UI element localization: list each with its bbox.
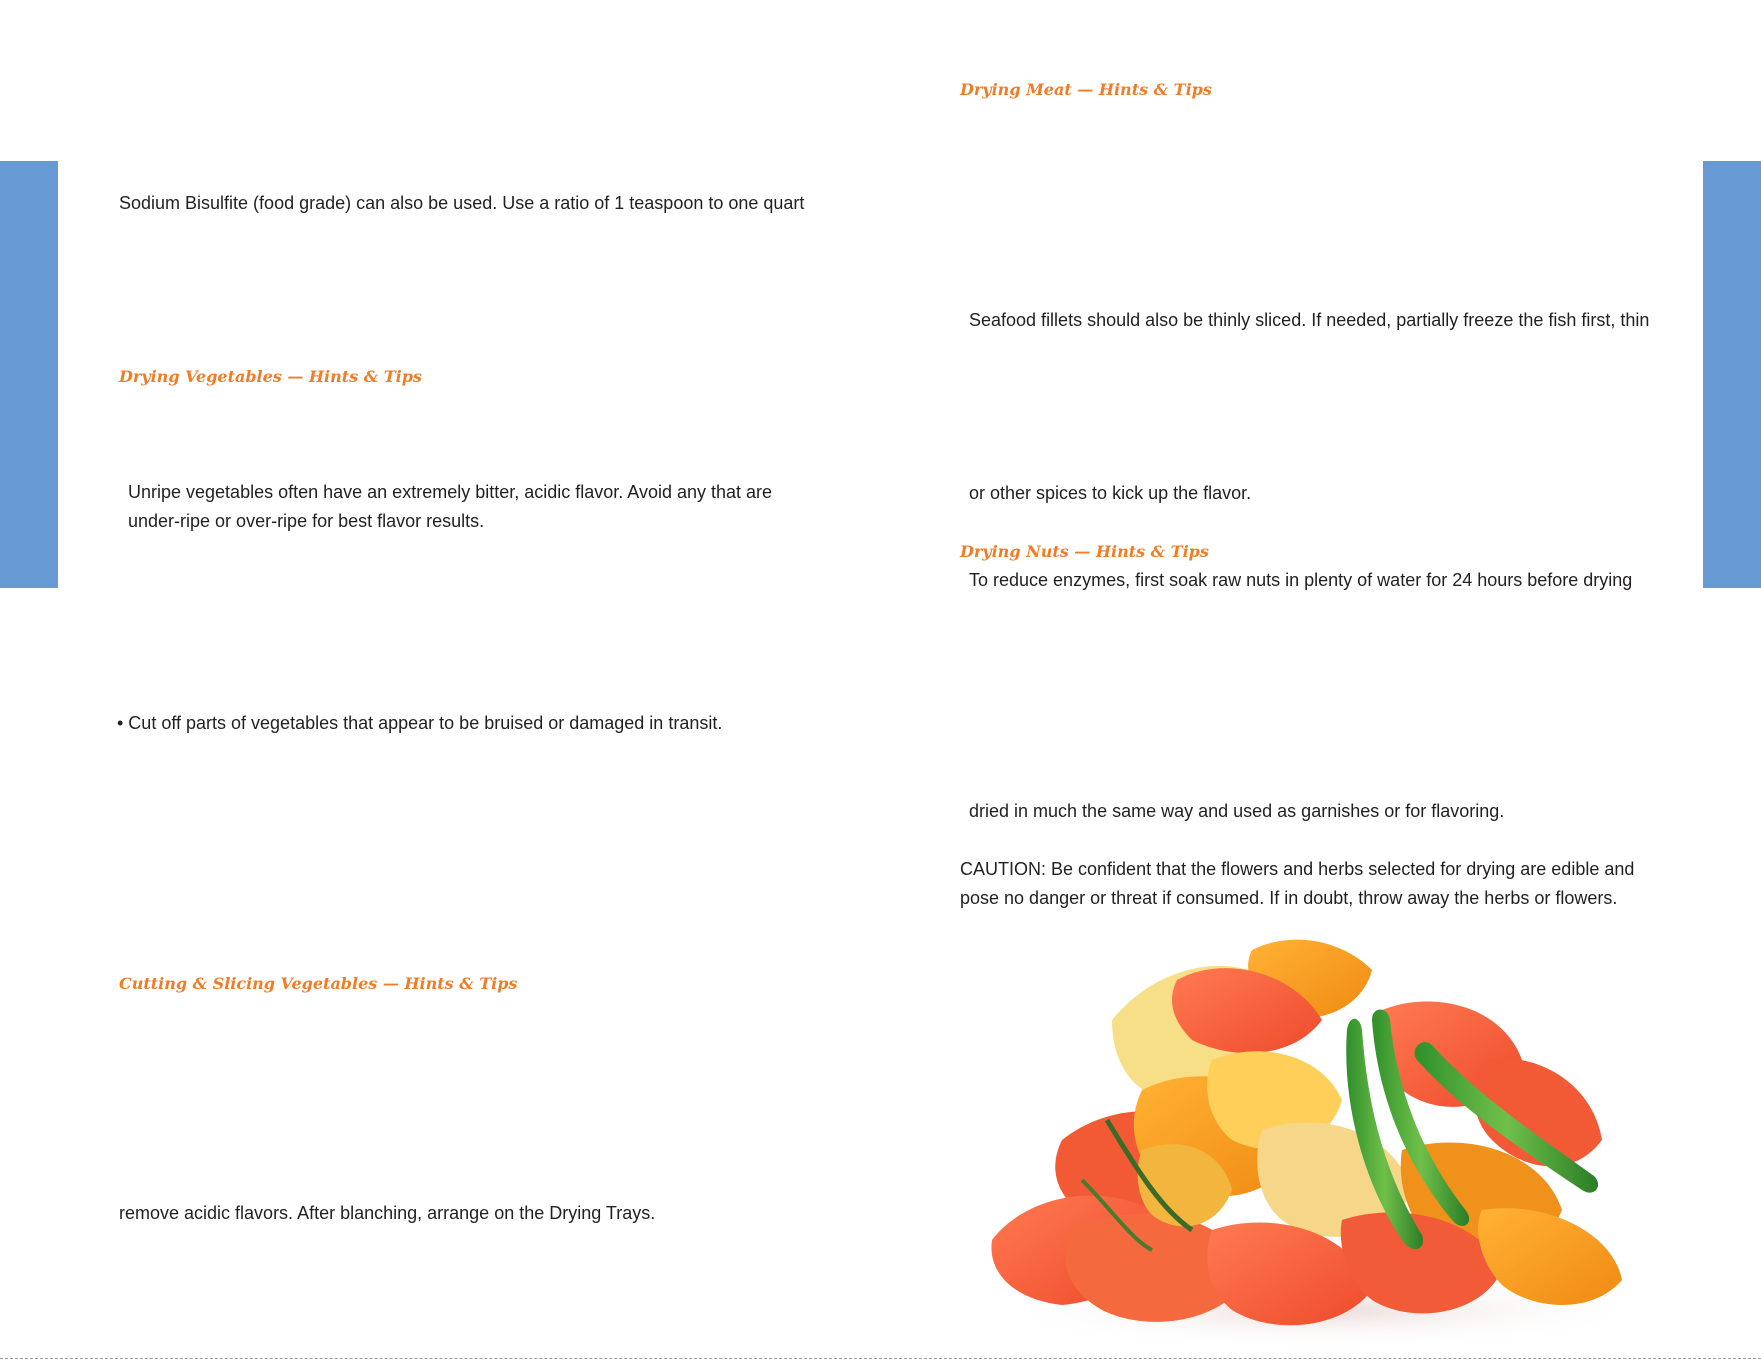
meat-heading: Drying Meat — Hints & Tips: [960, 80, 1212, 99]
bisulfite-paragraph: Sodium Bisulfite (food grade) can also be used. Use a ratio of 1 teaspoon to one quart: [119, 193, 805, 213]
spices-paragraph: or other spices to kick up the flavor.: [969, 483, 1252, 503]
caution-line-1: CAUTION: Be confident that the flowers and herbs selected for drying are edible and: [960, 859, 1635, 879]
footer-rule: [0, 1358, 1761, 1359]
cutting-heading: Cutting & Slicing Vegetables — Hints & Tips: [119, 974, 518, 993]
nuts-paragraph: To reduce enzymes, first soak raw nuts in plenty of water for 24 hours before drying: [969, 570, 1633, 590]
vegetables-heading: Drying Vegetables — Hints & Tips: [119, 367, 422, 386]
herbs-paragraph: dried in much the same way and used as garnishes or for flavoring.: [969, 801, 1505, 821]
unripe-line-1: Unripe vegetables often have an extremely bitter, acidic flavor. Avoid any that are: [128, 482, 773, 502]
blanching-paragraph: remove acidic flavors. After blanching, arrange on the Drying Trays.: [119, 1203, 656, 1223]
right-side-tab: [1703, 161, 1761, 588]
left-side-tab: [0, 161, 58, 588]
bullet-cut-bruised: • Cut off parts of vegetables that appear to be bruised or damaged in transit.: [117, 713, 723, 733]
caution-line-2: pose no danger or threat if consumed. If in doubt, throw away the herbs or flowers.: [960, 888, 1618, 908]
seafood-paragraph: Seafood fillets should also be thinly sliced. If needed, partially freeze the fish first, thin: [969, 310, 1650, 330]
unripe-line-2: under-ripe or over-ripe for best flavor results.: [128, 511, 485, 531]
nuts-heading: Drying Nuts — Hints & Tips: [960, 542, 1209, 561]
vegetable-chips-photo: [962, 910, 1672, 1350]
